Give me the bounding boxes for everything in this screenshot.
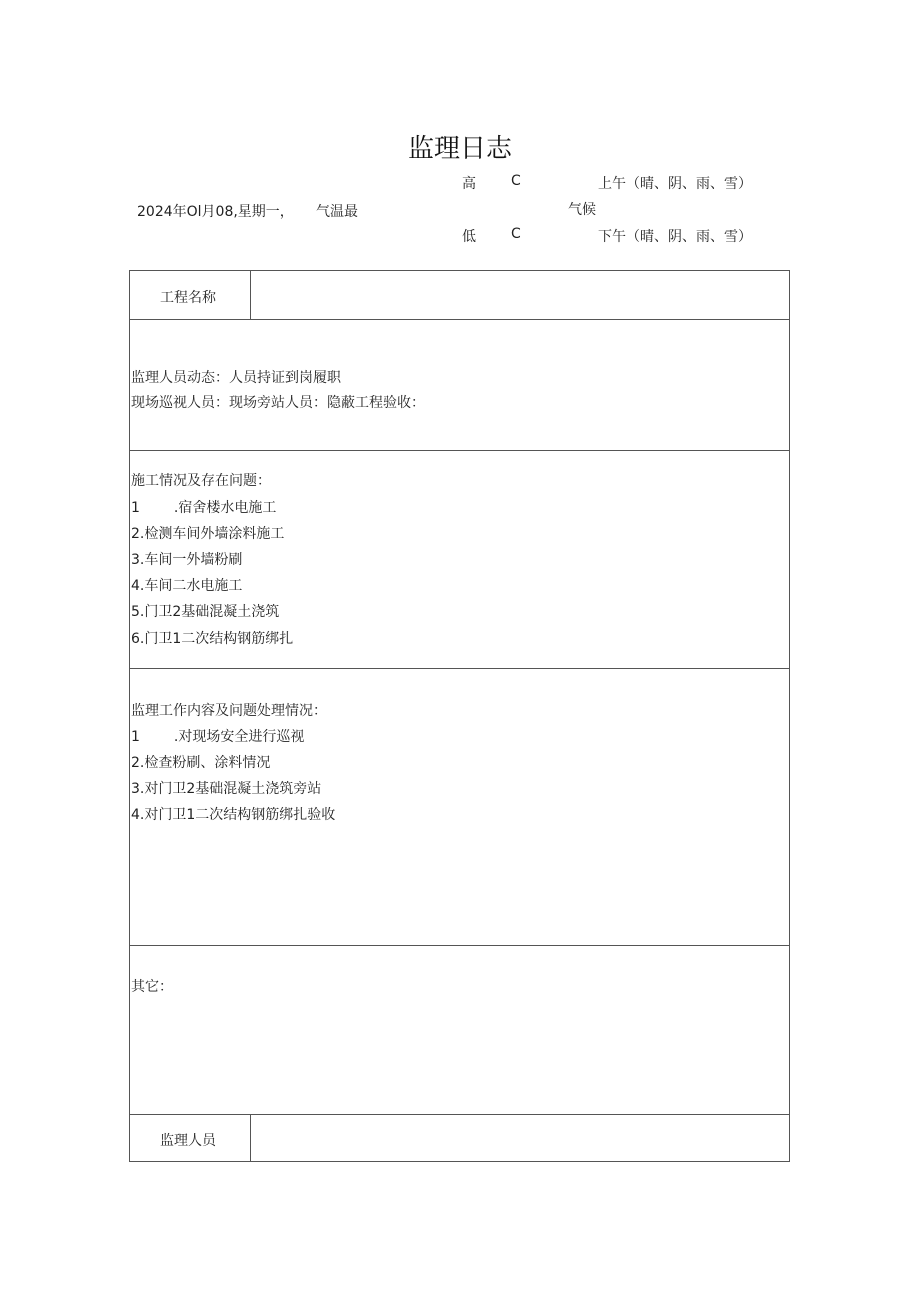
weather-am: 上午（晴、阴、雨、雪） xyxy=(598,176,752,192)
date-text: 2024年Ol月08,星期一， xyxy=(137,204,294,220)
list-item: 6.门卫1二次结构钢筋绑扎 xyxy=(131,631,294,647)
row-divider xyxy=(130,945,789,946)
list-item-text: .对现场安全进行巡视 xyxy=(173,729,305,745)
supervision-heading: 监理工作内容及问题处理情况： xyxy=(131,703,327,719)
page-title: 监理日志 xyxy=(407,134,512,164)
row-divider xyxy=(130,319,789,320)
list-item-number: 1 xyxy=(131,729,140,745)
list-item xyxy=(131,726,304,746)
list-item: 3.车间一外墙粉刷 xyxy=(131,552,243,568)
list-item: 3.对门卫2基础混凝土浇筑旁站 xyxy=(131,781,322,797)
list-item xyxy=(131,497,276,517)
weather-pm: 下午（晴、阴、雨、雪） xyxy=(598,229,752,245)
project-name-label: 工程名称 xyxy=(160,290,216,306)
column-divider xyxy=(250,1114,251,1161)
supervisor-label: 监理人员 xyxy=(160,1133,216,1149)
list-item: 4.车间二水电施工 xyxy=(131,578,243,594)
list-item-text: .宿舍楼水电施工 xyxy=(173,500,277,516)
construction-heading: 施工情况及存在问题： xyxy=(131,473,271,489)
personnel-line-1: 监理人员动态：人员持证到岗履职 xyxy=(131,370,341,386)
temp-low-label: 低 xyxy=(462,229,476,245)
weather-label: 气候 xyxy=(568,202,596,218)
temp-label: 气温最 xyxy=(316,204,358,220)
temp-high-unit: C xyxy=(511,173,521,189)
list-item: 5.门卫2基础混凝土浇筑 xyxy=(131,604,280,620)
column-divider xyxy=(250,271,251,319)
list-item-number: 1 xyxy=(131,500,140,516)
row-divider xyxy=(130,668,789,669)
temp-high-label: 高 xyxy=(462,176,476,192)
row-divider xyxy=(130,1114,789,1115)
list-item: 2.检查粉刷、涂料情况 xyxy=(131,755,271,771)
log-table xyxy=(129,270,790,1162)
temp-low-unit: C xyxy=(511,226,521,242)
personnel-line-2: 现场巡视人员：现场旁站人员：隐蔽工程验收： xyxy=(131,395,425,411)
other-label: 其它： xyxy=(131,979,173,995)
list-item: 4.对门卫1二次结构钢筋绑扎验收 xyxy=(131,807,336,823)
row-divider xyxy=(130,450,789,451)
list-item: 2.检测车间外墙涂料施工 xyxy=(131,526,285,542)
